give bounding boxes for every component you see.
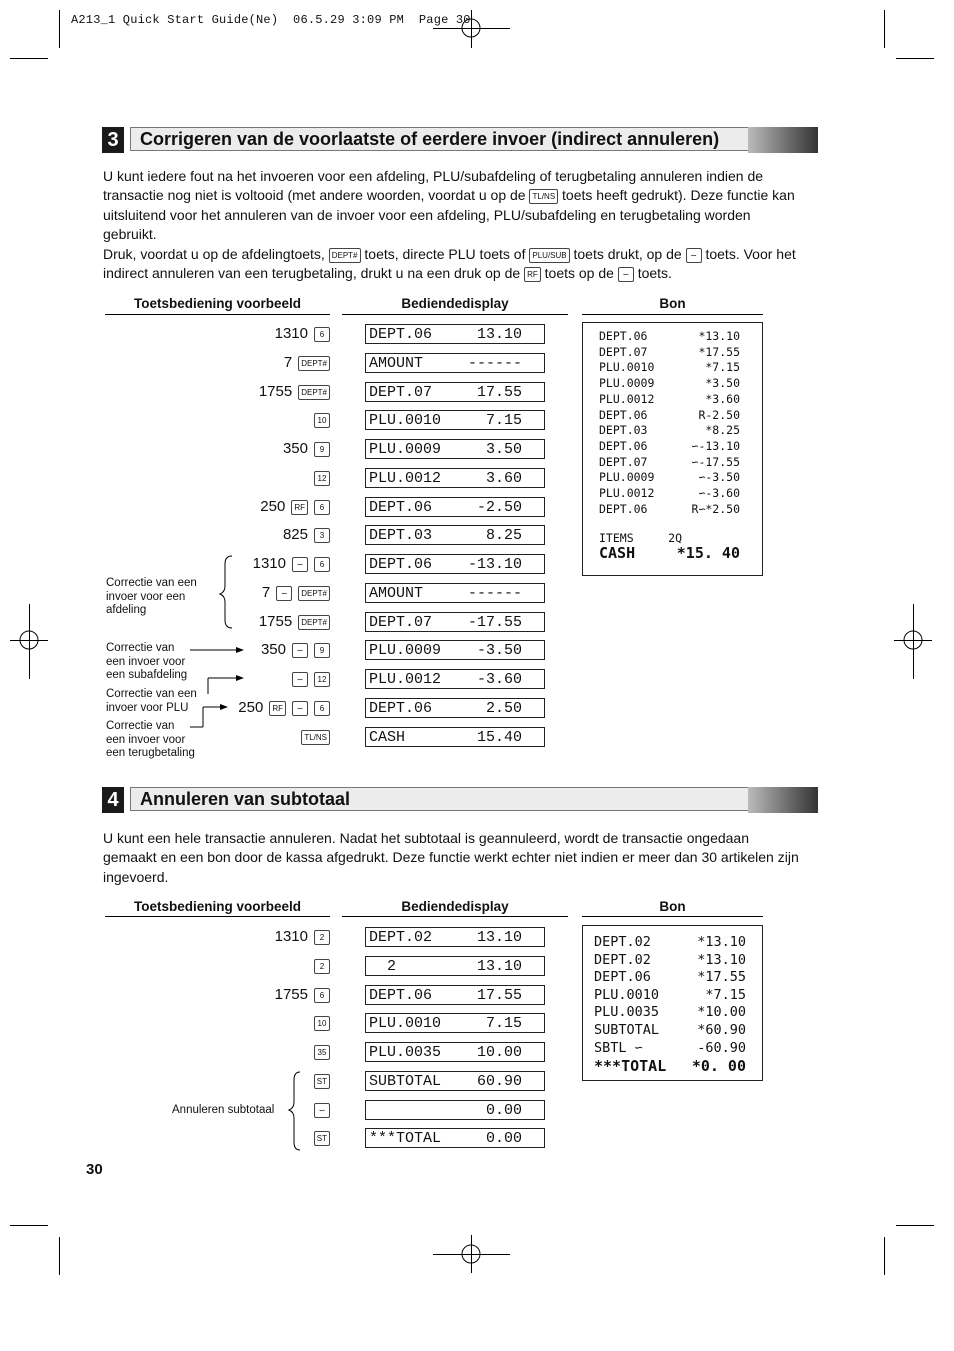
- key-icon: TL/NS: [301, 730, 330, 745]
- section-3-header: [102, 127, 818, 153]
- tlns-key-icon: TL/NS: [529, 189, 558, 204]
- void-key-icon: ∽: [686, 248, 702, 263]
- display-readout: DEPT.06 17.55: [365, 985, 545, 1005]
- print-datetime: 06.5.29 3:09 PM: [293, 13, 405, 27]
- key-icon: 6: [314, 557, 330, 572]
- display-readout: PLU.0035 10.00: [365, 1042, 545, 1062]
- key-entry-row: [308, 410, 330, 430]
- section-number: 3: [102, 127, 124, 153]
- display-readout: CASH 15.40: [365, 727, 545, 747]
- text-line: uitsluitend voor het annuleren van de invoer voor een afdeling, PLU/subafdeling en terugbetaling worden: [103, 206, 751, 223]
- key-icon: ST: [314, 1074, 330, 1089]
- key-entry-row: [308, 1042, 330, 1062]
- entered-amount: 1310: [274, 325, 308, 342]
- entered-amount: 250: [238, 698, 264, 716]
- receipt-line: SBTL ∽ -60.90: [594, 1039, 746, 1056]
- entered-amount: 1310: [252, 555, 286, 572]
- key-icon: 9: [314, 442, 330, 457]
- display-readout: DEPT.07 -17.55: [365, 612, 545, 632]
- note-subdept-correction: Correctie van een invoer voor een subafdeling: [106, 642, 188, 681]
- key-icon: ∽: [292, 643, 308, 658]
- key-icon: 12: [314, 471, 330, 486]
- column-header-display: Bediendedisplay: [401, 296, 509, 311]
- dept-key-icon: DEPT#: [329, 248, 361, 263]
- key-entry-row: [295, 727, 330, 747]
- key-entry-row: [308, 1013, 330, 1033]
- print-header: [71, 13, 471, 27]
- rf-key-icon: RF: [524, 267, 541, 282]
- display-readout: DEPT.06 2.50: [365, 698, 545, 718]
- display-readout: PLU.0010 7.15: [365, 410, 545, 430]
- column-header-display: Bediendedisplay: [401, 899, 509, 914]
- crop-mark: [884, 1237, 885, 1275]
- key-entry-row: [283, 439, 330, 459]
- key-icon: 2: [314, 930, 330, 945]
- text-line: U kunt een hele transactie annuleren. Nadat het subtotaal is geannuleerd, wordt de transactie ongedaan: [103, 830, 749, 846]
- key-icon: ∽: [292, 557, 308, 572]
- display-readout: 2 13.10: [365, 956, 545, 976]
- key-entry-row: [308, 1128, 330, 1148]
- receipt-line: DEPT.06 *13.10: [599, 329, 740, 343]
- receipt-line: DEPT.02 *13.10: [594, 951, 746, 968]
- note-plu-correction: Correctie van een invoer voor PLU: [106, 688, 197, 714]
- key-icon: DEPT#: [298, 385, 330, 400]
- receipt-line: PLU.0010 *7.15: [594, 986, 746, 1003]
- display-readout: DEPT.03 8.25: [365, 525, 545, 545]
- entered-amount: 250: [260, 497, 286, 515]
- void-key-icon: ∽: [618, 267, 634, 282]
- section-3-intro: [103, 167, 823, 283]
- key-icon: ∽: [314, 1103, 330, 1118]
- section-4-intro: [103, 829, 823, 887]
- display-readout: 0.00: [365, 1100, 545, 1120]
- divider: [582, 314, 763, 315]
- receipt-total-line: ***TOTAL *0. 00: [594, 1057, 746, 1076]
- key-entry-row: [253, 554, 330, 574]
- key-entry-row: [262, 583, 330, 603]
- divider: [105, 916, 330, 917]
- receipt-line: DEPT.07 ∽-17.55: [599, 454, 740, 469]
- key-entry-row: [308, 956, 330, 976]
- section-number: 4: [102, 787, 124, 813]
- key-entry-row: [308, 1071, 330, 1091]
- receipt-items-line: ITEMS 2Q: [599, 531, 682, 546]
- section-4-receipt: [582, 925, 763, 1081]
- registration-mark-icon: [895, 622, 931, 658]
- key-icon: ∽: [292, 672, 308, 687]
- key-icon: DEPT#: [298, 356, 330, 371]
- display-readout: SUBTOTAL 60.90: [365, 1071, 545, 1091]
- entered-amount: 1310: [274, 928, 308, 945]
- key-icon: 12: [314, 672, 330, 687]
- receipt-line: DEPT.06 R-2.50: [599, 407, 740, 422]
- display-readout: DEPT.07 17.55: [365, 382, 545, 402]
- note-dept-correction: Correctie van een invoer voor een afdeling: [106, 577, 197, 616]
- key-entry-row: [275, 985, 330, 1005]
- divider: [342, 314, 568, 315]
- file-name: A213_1 Quick Start Guide(Ne): [71, 13, 279, 27]
- receipt-line: DEPT.02 *13.10: [594, 934, 746, 950]
- text-line: Druk, voordat u op de afdelingtoets, DEPT# toets, directe PLU toets of PLU/SUB toets drukt, op de ∽ toets. Voor het: [103, 245, 796, 262]
- column-header-keys: Toetsbediening voorbeeld: [133, 296, 302, 311]
- entered-amount: 1755: [274, 985, 308, 1003]
- display-readout: PLU.0012 -3.60: [365, 669, 545, 689]
- crop-mark: [10, 58, 48, 59]
- display-readout: ***TOTAL 0.00: [365, 1128, 545, 1148]
- key-icon: 9: [314, 643, 330, 658]
- text-line: transactie nog niet is voltooid (met andere woorden, voordat u op de TL/NS toets heeft gedrukt). Deze functie kan: [103, 187, 795, 204]
- key-entry-row: [259, 612, 330, 632]
- page-number: 30: [86, 1161, 103, 1178]
- display-readout: AMOUNT ------: [365, 353, 545, 373]
- plu-sub-key-icon: PLU/SUB: [529, 248, 569, 263]
- key-icon: 2: [314, 959, 330, 974]
- key-entry-row: [308, 1100, 330, 1120]
- column-header-receipt: Bon: [659, 899, 686, 914]
- display-readout: PLU.0010 7.15: [365, 1013, 545, 1033]
- receipt-line: DEPT.06 R∽*2.50: [599, 501, 740, 516]
- key-entry-row: [308, 468, 330, 488]
- divider: [105, 314, 330, 315]
- entered-amount: 350: [282, 440, 308, 457]
- display-readout: DEPT.06 -13.10: [365, 554, 545, 574]
- key-icon: 10: [314, 413, 330, 428]
- page-label: Page 30: [418, 13, 471, 27]
- entered-amount: 1755: [258, 382, 293, 400]
- key-icon: RF: [291, 500, 308, 515]
- key-entry-row: [261, 640, 330, 660]
- column-header-receipt: Bon: [659, 296, 686, 311]
- column-header-keys: Toetsbediening voorbeeld: [133, 899, 302, 914]
- key-icon: ∽: [276, 586, 292, 601]
- entered-amount: 825: [282, 526, 308, 544]
- header-decoration: [748, 787, 818, 813]
- section-3-receipt: [582, 322, 763, 576]
- section-title: Corrigeren van de voorlaatste of eerdere invoer (indirect annuleren): [130, 127, 758, 151]
- key-entry-row: [259, 382, 330, 402]
- key-entry-row: [275, 927, 330, 947]
- key-icon: 6: [314, 500, 330, 515]
- entered-amount: 7: [283, 353, 293, 371]
- display-readout: DEPT.06 13.10: [365, 324, 545, 344]
- crop-mark: [896, 58, 934, 59]
- key-icon: 35: [314, 1045, 330, 1060]
- key-entry-row: [238, 698, 330, 718]
- key-entry-row: [284, 353, 330, 373]
- entered-amount: 7: [261, 583, 271, 601]
- divider: [582, 916, 763, 917]
- receipt-line: SUBTOTAL *60.90: [594, 1021, 746, 1038]
- receipt-line: DEPT.03 *8.25: [599, 423, 740, 438]
- key-icon: 3: [314, 528, 330, 543]
- key-icon: 10: [314, 1016, 330, 1031]
- key-icon: 6: [314, 701, 330, 716]
- annotation-connectors: [190, 550, 250, 750]
- crop-mark: [59, 1237, 60, 1275]
- key-icon: RF: [269, 701, 286, 716]
- display-readout: PLU.0009 3.50: [365, 439, 545, 459]
- text-line: gemaakt en een bon door de kassa afgedrukt. Deze functie werkt echter niet indien er meer dan 30 artikelen zijn: [103, 849, 799, 866]
- text-line: ingevoerd.: [103, 868, 169, 885]
- text-line: indirect annuleren van een terugbetaling, drukt u na een druk op de RF toets op de ∽ toets.: [103, 265, 672, 282]
- annotation-brace: [286, 1070, 306, 1152]
- entered-amount: 1755: [258, 612, 293, 630]
- receipt-line: DEPT.06 *17.55: [594, 969, 746, 986]
- registration-mark-icon: [11, 622, 47, 658]
- receipt-line: PLU.0009 ∽-3.50: [599, 470, 740, 485]
- display-readout: AMOUNT ------: [365, 583, 545, 603]
- display-readout: DEPT.06 -2.50: [365, 497, 545, 517]
- receipt-line: PLU.0009 *3.50: [599, 376, 740, 391]
- key-icon: ST: [314, 1131, 330, 1146]
- note-refund-correction: Correctie van een invoer voor een terugbetaling: [106, 720, 195, 759]
- key-icon: ∽: [292, 701, 308, 716]
- display-readout: PLU.0009 -3.50: [365, 640, 545, 660]
- receipt-line: DEPT.06 ∽-13.10: [599, 438, 740, 453]
- text-line: gebruikt.: [103, 226, 157, 243]
- divider: [342, 916, 568, 917]
- text-line: U kunt iedere fout na het invoeren voor een afdeling, PLU/subafdeling of terugbetaling annuleren indien de: [103, 168, 764, 184]
- registration-mark-icon: [453, 1236, 489, 1272]
- crop-mark: [896, 1225, 934, 1226]
- crop-mark: [10, 1225, 48, 1226]
- note-cancel-subtotal: Annuleren subtotaal: [172, 1104, 275, 1116]
- key-entry-row: [275, 324, 330, 344]
- key-icon: 6: [314, 327, 330, 342]
- key-icon: 6: [314, 988, 330, 1003]
- receipt-cash-line: CASH *15. 40: [599, 544, 740, 563]
- key-icon: DEPT#: [298, 615, 330, 630]
- key-entry-row: [283, 525, 330, 545]
- receipt-line: PLU.0010 *7.15: [599, 360, 740, 375]
- display-readout: PLU.0012 3.60: [365, 468, 545, 488]
- receipt-line: PLU.0035 *10.00: [594, 1004, 746, 1021]
- crop-mark: [59, 10, 60, 48]
- display-readout: DEPT.02 13.10: [365, 927, 545, 947]
- key-icon: DEPT#: [298, 586, 330, 601]
- key-entry-row: [260, 497, 330, 517]
- entered-amount: 350: [260, 641, 286, 659]
- receipt-line: DEPT.07 *17.55: [599, 344, 740, 359]
- key-entry-row: [286, 669, 330, 689]
- section-4-header: [102, 787, 818, 813]
- crop-mark: [884, 10, 885, 48]
- header-decoration: [748, 127, 818, 153]
- receipt-line: PLU.0012 *3.60: [599, 391, 740, 406]
- section-title: Annuleren van subtotaal: [130, 787, 758, 811]
- receipt-line: PLU.0012 ∽-3.60: [599, 486, 740, 501]
